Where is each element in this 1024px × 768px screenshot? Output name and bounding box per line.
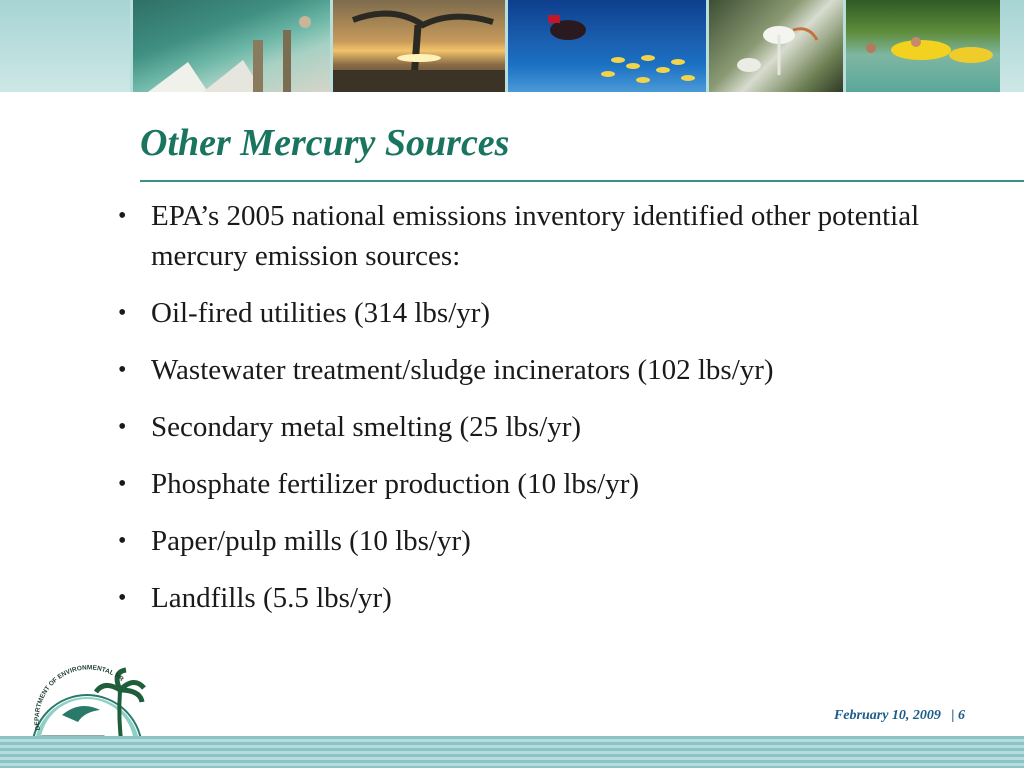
bullet-item [115, 578, 1015, 618]
banner-left-strip [0, 0, 130, 92]
bullet-text: Landfills (5.5 lbs/yr) [151, 582, 392, 614]
logo-arc-text: DEPARTMENT OF ENVIRONMENTAL PR [33, 664, 125, 731]
bullet-dot: • [118, 357, 127, 383]
river-tubing-photo [846, 0, 1000, 92]
slide-title: Other Mercury Sources [140, 122, 510, 164]
footer-date [750, 708, 965, 724]
bullet-item [115, 407, 1015, 447]
bullet-dot: • [118, 585, 127, 611]
footer-separator: | [951, 708, 955, 723]
bullet-item [115, 521, 1015, 561]
footer-stripe-bar [0, 736, 1024, 768]
bullet-text: Paper/pulp mills (10 lbs/yr) [151, 525, 471, 557]
bullet-text: Phosphate fertilizer production (10 lbs/yr) [151, 468, 640, 500]
bullet-dot: • [118, 414, 127, 440]
ibis-birds-photo [709, 0, 843, 92]
header-banner [0, 0, 1024, 92]
bullet-text: Oil-fired utilities (314 lbs/yr) [151, 297, 491, 329]
bullet-item [115, 196, 1015, 276]
bullet-dot: • [118, 528, 127, 554]
bullet-text: Wastewater treatment/sludge incinerators (102 lbs/yr) [151, 354, 774, 386]
bullet-dot: • [118, 300, 127, 326]
bullet-dot: • [118, 203, 127, 229]
springs-canoe-photo [133, 0, 330, 92]
bullet-item [115, 464, 1015, 504]
sunset-tree-photo [333, 0, 505, 92]
banner-right-strip [1000, 0, 1024, 92]
bullet-dot: • [118, 471, 127, 497]
bullet-item [115, 350, 1015, 390]
bullet-item [115, 293, 1015, 333]
bullet-text: Secondary metal smelting (25 lbs/yr) [151, 411, 582, 443]
scuba-reef-photo [508, 0, 706, 92]
footer-date-text: February 10, 2009 [833, 708, 941, 723]
title-underline [140, 180, 1024, 182]
page-number: 6 [958, 708, 965, 723]
bullet-text: EPA’s 2005 national emissions inventory identified other potential mercury emission sources: [151, 200, 920, 272]
bullet-list [115, 196, 1015, 635]
